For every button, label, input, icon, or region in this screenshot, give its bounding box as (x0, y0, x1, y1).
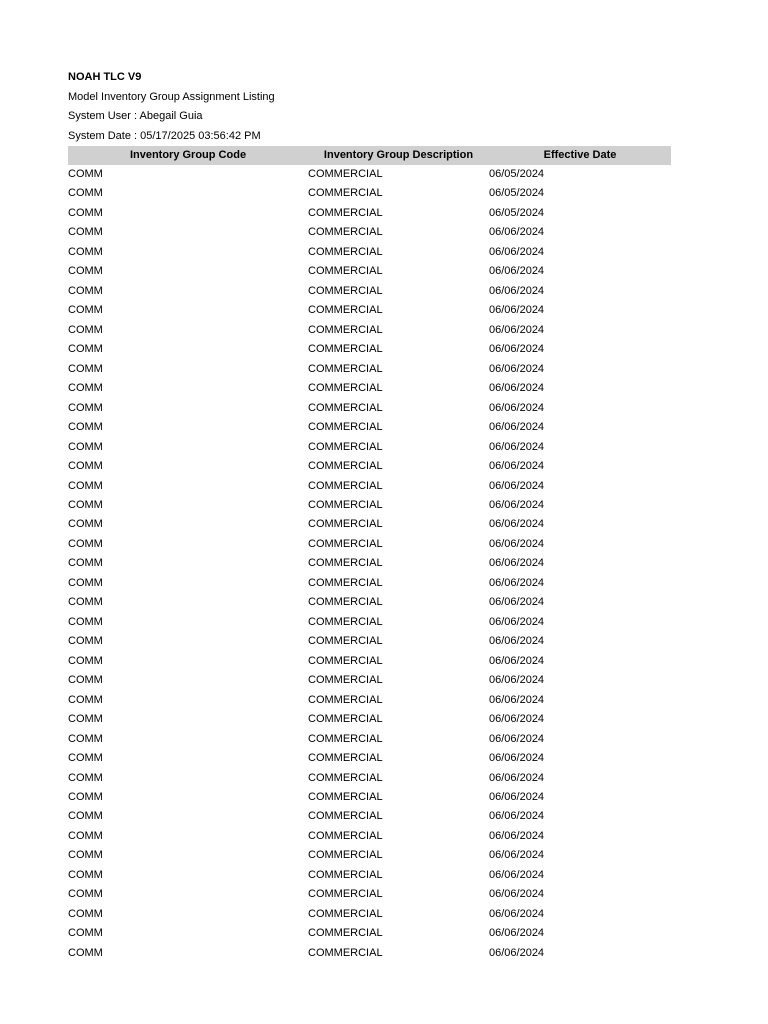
cell-inventory-group-code: COMM (68, 460, 103, 473)
cell-inventory-group-description: COMMERCIAL (308, 537, 383, 550)
cell-inventory-group-code: COMM (68, 791, 103, 803)
table-row (68, 827, 671, 846)
cell-inventory-group-code: COMM (68, 732, 103, 745)
cell-inventory-group-description: COMMERCIAL (308, 265, 383, 278)
cell-inventory-group-description: COMMERCIAL (308, 479, 383, 492)
cell-effective-date: 06/06/2024 (489, 245, 545, 258)
table-row (68, 535, 671, 554)
table-row (68, 730, 671, 749)
cell-inventory-group-description: COMMERCIAL (308, 382, 383, 395)
cell-inventory-group-description: COMMERCIAL (308, 907, 383, 920)
cell-effective-date: 06/06/2024 (489, 557, 545, 570)
system-date: System Date : 05/17/2025 03:56:42 PM (68, 129, 261, 142)
table-row (68, 944, 671, 963)
cell-effective-date: 06/06/2024 (489, 421, 545, 434)
table-row (68, 885, 671, 904)
cell-inventory-group-code: COMM (68, 479, 103, 492)
system-user: System User : Abegail Guia (68, 110, 203, 122)
cell-inventory-group-code: COMM (68, 615, 103, 628)
table-row (68, 613, 671, 632)
cell-inventory-group-description: COMMERCIAL (308, 713, 383, 726)
table-row (68, 204, 671, 223)
table-row (68, 457, 671, 476)
cell-effective-date: 06/06/2024 (489, 479, 545, 492)
header-inventory-group-description: Inventory Group Description (323, 149, 474, 161)
cell-inventory-group-description: COMMERCIAL (308, 596, 383, 609)
cell-effective-date: 06/06/2024 (489, 498, 545, 511)
cell-inventory-group-code: COMM (68, 362, 103, 375)
cell-inventory-group-code: COMM (68, 654, 103, 667)
cell-effective-date: 06/05/2024 (489, 187, 545, 200)
header-effective-date: Effective Date (543, 149, 617, 161)
cell-inventory-group-description: COMMERCIAL (308, 362, 383, 375)
table-row (68, 846, 671, 865)
cell-inventory-group-description: COMMERCIAL (308, 635, 383, 648)
cell-inventory-group-description: COMMERCIAL (308, 810, 383, 823)
cell-effective-date: 06/06/2024 (489, 460, 545, 473)
cell-effective-date: 06/06/2024 (489, 791, 545, 803)
cell-inventory-group-description: COMMERCIAL (308, 557, 383, 570)
cell-inventory-group-code: COMM (68, 946, 103, 959)
cell-inventory-group-description: COMMERCIAL (308, 168, 383, 180)
cell-effective-date: 06/06/2024 (489, 537, 545, 550)
table-row (68, 652, 671, 671)
report-page (68, 68, 671, 963)
cell-effective-date: 06/06/2024 (489, 635, 545, 648)
table-row (68, 340, 671, 359)
cell-inventory-group-code: COMM (68, 537, 103, 550)
cell-effective-date: 06/06/2024 (489, 713, 545, 726)
cell-inventory-group-description: COMMERCIAL (308, 518, 383, 531)
cell-effective-date: 06/06/2024 (489, 518, 545, 531)
cell-effective-date: 06/06/2024 (489, 693, 545, 706)
cell-effective-date: 06/06/2024 (489, 829, 545, 842)
cell-inventory-group-code: COMM (68, 284, 103, 297)
cell-inventory-group-code: COMM (68, 304, 103, 317)
table-row (68, 574, 671, 593)
cell-inventory-group-code: COMM (68, 849, 103, 862)
cell-inventory-group-code: COMM (68, 576, 103, 589)
cell-inventory-group-description: COMMERCIAL (308, 304, 383, 317)
cell-inventory-group-code: COMM (68, 187, 103, 200)
cell-inventory-group-description: COMMERCIAL (308, 674, 383, 687)
cell-effective-date: 06/06/2024 (489, 732, 545, 745)
table-row (68, 691, 671, 710)
cell-inventory-group-description: COMMERCIAL (308, 888, 383, 901)
cell-effective-date: 06/06/2024 (489, 868, 545, 881)
cell-inventory-group-code: COMM (68, 265, 103, 278)
cell-inventory-group-code: COMM (68, 440, 103, 453)
table-header (68, 146, 671, 165)
table-row (68, 438, 671, 457)
cell-effective-date: 06/06/2024 (489, 362, 545, 375)
cell-inventory-group-description: COMMERCIAL (308, 245, 383, 258)
cell-inventory-group-code: COMM (68, 343, 103, 356)
report-title: NOAH TLC V9 (68, 71, 142, 83)
cell-effective-date: 06/06/2024 (489, 927, 545, 940)
table-row (68, 807, 671, 826)
cell-inventory-group-description: COMMERCIAL (308, 868, 383, 881)
cell-inventory-group-description: COMMERCIAL (308, 752, 383, 765)
cell-inventory-group-description: COMMERCIAL (308, 343, 383, 356)
table-row (68, 496, 671, 515)
cell-effective-date: 06/06/2024 (489, 343, 545, 356)
table-row (68, 379, 671, 398)
cell-inventory-group-description: COMMERCIAL (308, 732, 383, 745)
cell-inventory-group-description: COMMERCIAL (308, 829, 383, 842)
table-row (68, 282, 671, 301)
table-row (68, 301, 671, 320)
cell-effective-date: 06/06/2024 (489, 752, 545, 765)
cell-effective-date: 06/06/2024 (489, 440, 545, 453)
cell-inventory-group-description: COMMERCIAL (308, 693, 383, 706)
cell-effective-date: 06/06/2024 (489, 674, 545, 687)
table-row (68, 515, 671, 534)
cell-effective-date: 06/06/2024 (489, 615, 545, 628)
cell-inventory-group-code: COMM (68, 674, 103, 687)
cell-inventory-group-code: COMM (68, 771, 103, 784)
cell-inventory-group-description: COMMERCIAL (308, 498, 383, 511)
cell-effective-date: 06/06/2024 (489, 284, 545, 297)
cell-effective-date: 06/06/2024 (489, 654, 545, 667)
cell-inventory-group-description: COMMERCIAL (308, 206, 383, 219)
table-row (68, 223, 671, 242)
cell-inventory-group-description: COMMERCIAL (308, 946, 383, 959)
cell-effective-date: 06/06/2024 (489, 810, 545, 823)
table-row (68, 243, 671, 262)
cell-inventory-group-code: COMM (68, 168, 103, 180)
cell-inventory-group-code: COMM (68, 226, 103, 239)
cell-inventory-group-code: COMM (68, 557, 103, 570)
table-row (68, 360, 671, 379)
cell-inventory-group-code: COMM (68, 498, 103, 511)
table-row (68, 165, 671, 184)
table-row (68, 418, 671, 437)
cell-effective-date: 06/06/2024 (489, 946, 545, 959)
cell-inventory-group-description: COMMERCIAL (308, 187, 383, 200)
cell-inventory-group-code: COMM (68, 401, 103, 414)
cell-inventory-group-code: COMM (68, 382, 103, 395)
cell-inventory-group-code: COMM (68, 421, 103, 434)
cell-inventory-group-code: COMM (68, 868, 103, 881)
cell-effective-date: 06/06/2024 (489, 265, 545, 278)
cell-inventory-group-description: COMMERCIAL (308, 323, 383, 336)
cell-inventory-group-code: COMM (68, 927, 103, 940)
table-row (68, 866, 671, 885)
header-inventory-group-code: Inventory Group Code (129, 149, 247, 161)
cell-effective-date: 06/06/2024 (489, 907, 545, 920)
table-row (68, 788, 671, 807)
cell-inventory-group-description: COMMERCIAL (308, 460, 383, 473)
cell-effective-date: 06/06/2024 (489, 401, 545, 414)
cell-effective-date: 06/06/2024 (489, 849, 545, 862)
table-row (68, 710, 671, 729)
table-row (68, 671, 671, 690)
cell-effective-date: 06/06/2024 (489, 304, 545, 317)
cell-inventory-group-description: COMMERCIAL (308, 421, 383, 434)
table-row (68, 477, 671, 496)
cell-effective-date: 06/06/2024 (489, 576, 545, 589)
cell-inventory-group-code: COMM (68, 713, 103, 726)
cell-inventory-group-description: COMMERCIAL (308, 654, 383, 667)
table-row (68, 321, 671, 340)
cell-inventory-group-description: COMMERCIAL (308, 226, 383, 239)
table-row (68, 769, 671, 788)
cell-inventory-group-description: COMMERCIAL (308, 771, 383, 784)
cell-inventory-group-description: COMMERCIAL (308, 615, 383, 628)
table-row (68, 399, 671, 418)
cell-effective-date: 06/05/2024 (489, 206, 545, 219)
cell-inventory-group-code: COMM (68, 245, 103, 258)
cell-inventory-group-code: COMM (68, 810, 103, 823)
cell-effective-date: 06/05/2024 (489, 168, 545, 180)
cell-inventory-group-code: COMM (68, 693, 103, 706)
cell-inventory-group-code: COMM (68, 907, 103, 920)
table-row (68, 554, 671, 573)
cell-inventory-group-code: COMM (68, 829, 103, 842)
table-row (68, 749, 671, 768)
table-body (68, 165, 671, 963)
cell-effective-date: 06/06/2024 (489, 226, 545, 239)
table-row (68, 905, 671, 924)
table-row (68, 632, 671, 651)
cell-inventory-group-code: COMM (68, 635, 103, 648)
cell-inventory-group-description: COMMERCIAL (308, 401, 383, 414)
cell-inventory-group-description: COMMERCIAL (308, 849, 383, 862)
table-row (68, 184, 671, 203)
cell-inventory-group-description: COMMERCIAL (308, 791, 383, 803)
cell-effective-date: 06/06/2024 (489, 382, 545, 395)
cell-inventory-group-code: COMM (68, 752, 103, 765)
cell-inventory-group-description: COMMERCIAL (308, 927, 383, 940)
cell-effective-date: 06/06/2024 (489, 596, 545, 609)
cell-inventory-group-code: COMM (68, 323, 103, 336)
cell-inventory-group-description: COMMERCIAL (308, 576, 383, 589)
table-row (68, 593, 671, 612)
cell-effective-date: 06/06/2024 (489, 323, 545, 336)
cell-effective-date: 06/06/2024 (489, 888, 545, 901)
cell-inventory-group-description: COMMERCIAL (308, 284, 383, 297)
cell-inventory-group-description: COMMERCIAL (308, 440, 383, 453)
cell-effective-date: 06/06/2024 (489, 771, 545, 784)
report-subtitle: Model Inventory Group Assignment Listing (68, 90, 275, 103)
cell-inventory-group-code: COMM (68, 518, 103, 531)
table-row (68, 924, 671, 943)
cell-inventory-group-code: COMM (68, 596, 103, 609)
table-row (68, 262, 671, 281)
cell-inventory-group-code: COMM (68, 206, 103, 219)
cell-inventory-group-code: COMM (68, 888, 103, 901)
